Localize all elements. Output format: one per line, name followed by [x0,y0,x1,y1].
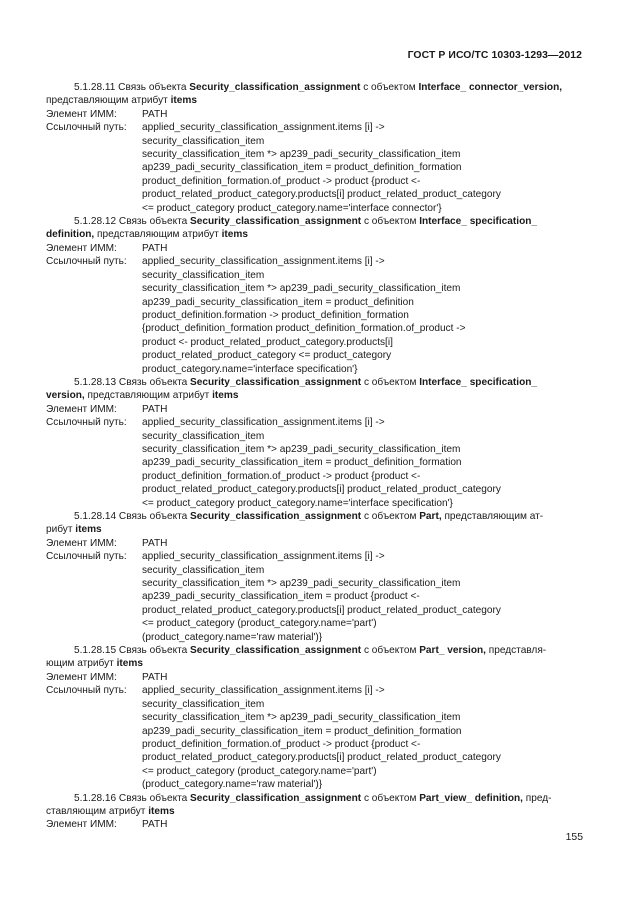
section-heading [46,376,584,389]
element-value: PATH [142,537,168,549]
section-heading [46,792,584,805]
section-heading-cont [46,523,584,536]
attribute-name: items [116,658,143,670]
path-line: security_classification_item [142,698,265,710]
target-entity-cont: version, [46,390,85,402]
path-line: product_related_product_category.products[i] product_related_product_category [142,604,501,616]
target-entity: Interface_ specification_ [419,376,538,388]
section-mid: с объектом [361,792,420,804]
section-heading-cont [46,94,584,107]
section-tail: представля- [485,645,547,657]
section-mid: с объектом [360,82,419,93]
ref-path-row [46,416,584,429]
section-heading [46,644,584,657]
section-intro: 5.1.28.15 Связь объекта [74,645,191,657]
ref-path-row [46,550,584,563]
path-line: <= product_category (product_category.name='part') [142,765,377,777]
entity-name: Security_classification_assignment [190,792,362,804]
entity-name: Security_classification_assignment [190,376,362,388]
element-label: Элемент ИММ: [46,108,117,120]
ref-path-label: Ссылочный путь: [46,122,127,134]
section-heading-cont [46,657,584,670]
document-code: ГОСТ Р ИСО/ТС 10303-1293—2012 [407,50,582,61]
element-label: Элемент ИММ: [46,819,117,831]
path-line: <= product_category product_category.name='interface connector'} [142,202,442,214]
section-5-1-28-13 [46,376,584,510]
section-5-1-28-14 [46,510,584,644]
section-cont: рибут [46,524,76,536]
path-line: product_definition_formation.of_product -> product {product <- [142,175,421,187]
ref-path-row [46,121,584,134]
path-line: security_classification_item *> ap239_padi_security_classification_item [142,149,461,161]
element-value: PATH [142,242,168,254]
path-line: applied_security_classification_assignment.items [i] -> [142,122,385,134]
element-row [46,671,584,684]
element-label: Элемент ИММ: [46,537,117,549]
section-intro: 5.1.28.12 Связь объекта [74,216,191,228]
path-line: security_classification_item *> ap239_padi_security_classification_item [142,283,461,295]
section-5-1-28-16 [46,792,584,832]
ref-path-label: Ссылочный путь: [46,551,127,563]
target-entity-cont: definition, [46,229,95,241]
section-cont: ющим атрибут [46,658,117,670]
section-5-1-28-11 [46,81,584,215]
section-intro: 5.1.28.13 Связь объекта [74,376,191,388]
element-row [46,537,584,550]
path-line: product_related_product_category.products[i] product_related_product_category [142,189,501,201]
path-line: security_classification_item *> ap239_padi_security_classification_item [142,712,461,724]
target-entity: Part_view_ definition, [419,792,523,804]
section-heading-cont [46,389,584,402]
path-line: ap239_padi_security_classification_item = product_definition [142,296,414,308]
path-line: <= product_category product_category.name='interface specification'} [142,497,453,509]
path-line: applied_security_classification_assignment.items [i] -> [142,685,385,697]
section-intro: 5.1.28.16 Связь объекта [74,792,191,804]
path-line: product_category.name='interface specification'} [142,363,358,375]
element-row [46,818,584,831]
ref-path-label: Ссылочный путь: [46,256,127,268]
entity-name: Security_classification_assignment [189,82,361,93]
path-line: ap239_padi_security_classification_item = product {product <- [142,591,420,603]
page-number: 155 [565,832,583,843]
section-heading [46,81,584,94]
element-value: PATH [142,819,168,831]
element-label: Элемент ИММ: [46,403,117,415]
path-line: product_definition_formation.of_product -> product {product <- [142,738,421,750]
section-tail: представляющим ат- [441,511,544,522]
path-line: security_classification_item [142,564,265,576]
attribute-name: items [170,95,197,107]
document-body [46,81,584,832]
path-line: security_classification_item [142,135,265,147]
path-line: ap239_padi_security_classification_item = product_definition_formation [142,725,462,737]
element-row [46,108,584,121]
path-line: security_classification_item [142,430,265,442]
target-entity: Interface_ specification_ [419,216,538,228]
element-value: PATH [142,108,168,120]
section-heading [46,510,584,523]
path-line: security_classification_item [142,269,265,281]
section-heading [46,215,584,228]
section-mid: с объектом [361,216,420,228]
path-line: product_definition_formation.of_product -> product {product <- [142,470,421,482]
element-row [46,242,584,255]
path-line: (product_category.name='raw material')} [142,631,323,643]
section-mid: с объектом [361,376,420,388]
path-line: product <- product_related_product_category.products[i] [142,336,393,348]
target-entity: Part, [419,511,442,522]
path-line: ap239_padi_security_classification_item = product_definition_formation [142,457,462,469]
section-5-1-28-15 [46,644,584,791]
path-line: ap239_padi_security_classification_item = product_definition_formation [142,162,462,174]
ref-path-row [46,255,584,268]
section-heading-cont [46,228,584,241]
element-label: Элемент ИММ: [46,242,117,254]
section-mid: с объектом [361,645,420,657]
element-value: PATH [142,403,168,415]
attribute-name: items [212,390,239,402]
path-line: <= product_category (product_category.name='part') [142,618,377,630]
path-line: applied_security_classification_assignment.items [i] -> [142,551,385,563]
ref-path-row [46,684,584,697]
attribute-name: items [148,805,175,817]
entity-name: Security_classification_assignment [190,216,362,228]
section-intro: 5.1.28.14 Связь объекта [74,511,191,522]
path-line: applied_security_classification_assignment.items [i] -> [142,417,385,429]
attribute-name: items [75,524,102,536]
path-line: security_classification_item *> ap239_padi_security_classification_item [142,443,461,455]
path-line: product_related_product_category.products[i] product_related_product_category [142,484,501,496]
path-line: security_classification_item *> ap239_padi_security_classification_item [142,578,461,590]
path-line: applied_security_classification_assignment.items [i] -> [142,256,385,268]
entity-name: Security_classification_assignment [190,511,362,522]
target-entity: Part_ version, [419,645,486,657]
section-cont: представляющим атрибут [94,229,222,241]
path-line: (product_category.name='raw material')} [142,779,323,791]
attribute-name: items [221,229,248,241]
section-5-1-28-12 [46,215,584,376]
section-tail: пред- [522,792,552,804]
ref-path-label: Ссылочный путь: [46,417,127,429]
target-entity: Interface_ connector_version, [418,82,563,93]
entity-name: Security_classification_assignment [190,645,362,657]
section-mid: с объектом [361,511,420,522]
path-line: product_definition.formation -> product_definition_formation [142,309,409,321]
path-line: {product_definition_formation product_definition_formation.of_product -> [142,323,466,335]
element-label: Элемент ИММ: [46,671,117,683]
section-intro: 5.1.28.11 Связь объекта [74,82,190,93]
path-line: product_related_product_category <= product_category [142,350,392,362]
section-cont: ставляющим атрибут [46,805,149,817]
path-line: product_related_product_category.products[i] product_related_product_category [142,752,501,764]
section-cont: представляющим атрибут [46,95,171,107]
element-value: PATH [142,671,168,683]
section-cont: представляющим атрибут [84,390,213,402]
element-row [46,403,584,416]
ref-path-label: Ссылочный путь: [46,685,127,697]
section-heading-cont [46,805,584,818]
